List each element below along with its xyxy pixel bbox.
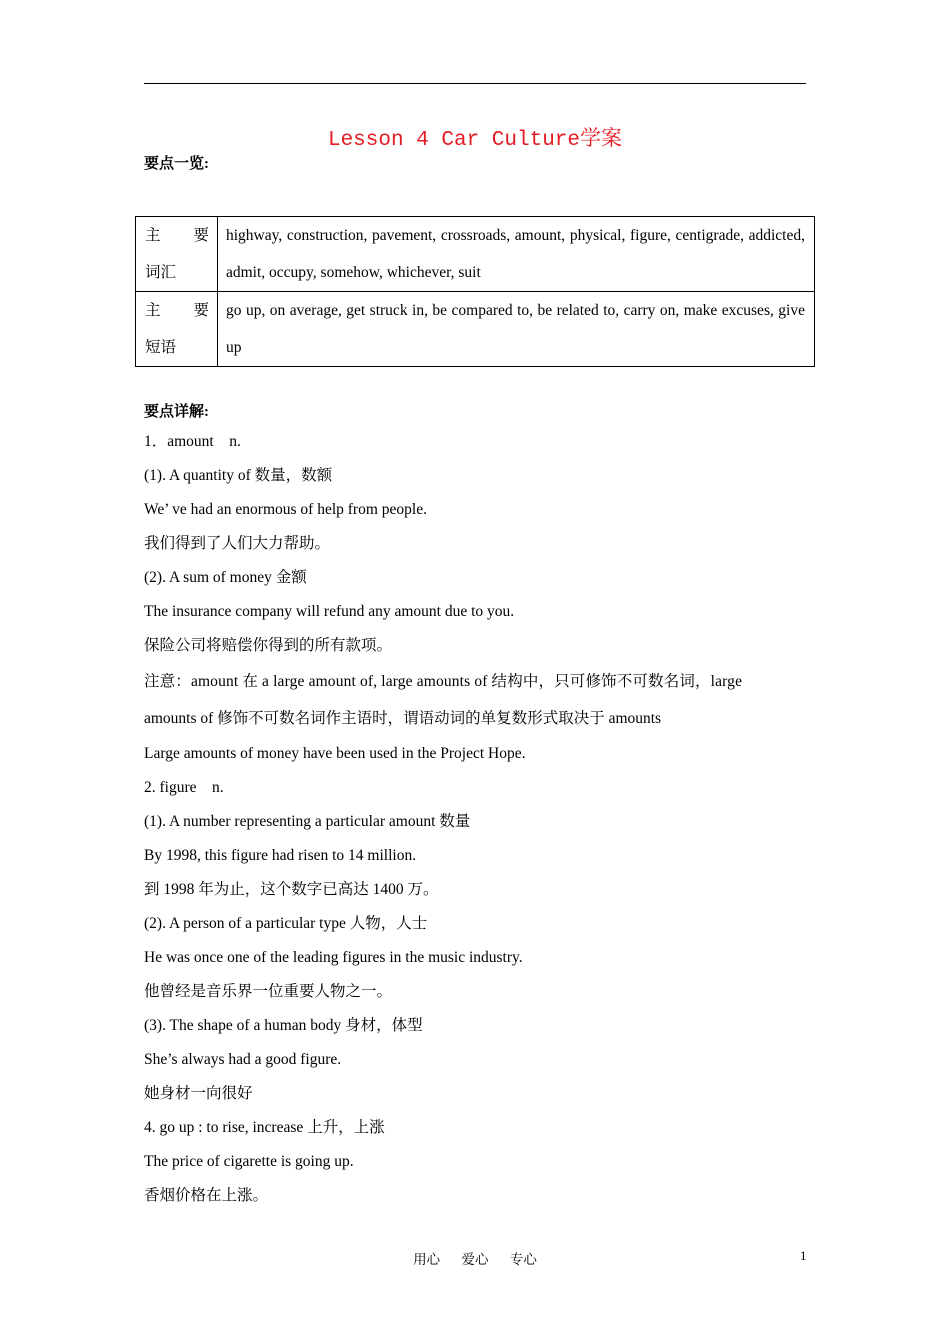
list-item: The price of cigarette is going up. — [144, 1153, 354, 1170]
list-item: 注意：amount 在 a large amount of, large amounts of 结构中，只可修饰不可数名词，large — [144, 673, 743, 690]
list-item: We’ ve had an enormous of help from people. — [144, 501, 427, 518]
list-item: (1). A number representing a particular amount 数量 — [144, 813, 471, 830]
list-item: He was once one of the leading figures in the music industry. — [144, 949, 523, 966]
overview-label: 要点一览: — [144, 156, 209, 172]
list-item: She’s always had a good figure. — [144, 1051, 342, 1068]
page-number: 1 — [800, 1248, 807, 1263]
vocabulary-list: highway, construction, pavement, crossroads, amount, physical, figure, centigrade, addicted, admit, occupy, somehow, whichever, suit — [218, 217, 815, 292]
list-item: 1．amount n. — [144, 433, 241, 450]
list-item: 他曾经是音乐界一位重要人物之一。 — [144, 983, 393, 1000]
header-rule — [144, 83, 806, 84]
key-points-table — [135, 216, 815, 367]
footer-word: 用心 — [413, 1252, 441, 1267]
page-footer — [0, 1248, 950, 1268]
list-item: 我们得到了人们大力帮助。 — [144, 535, 331, 552]
phrase-list: go up, on average, get struck in, be compared to, be related to, carry on, make excuses, give up — [218, 292, 815, 367]
document-title: Lesson 4 Car Culture学案 — [327, 129, 623, 152]
details-label: 要点详解: — [144, 404, 209, 420]
list-item: (2). A sum of money 金额 — [144, 569, 307, 586]
list-item: The insurance company will refund any amount due to you. — [144, 603, 515, 620]
details-content — [144, 425, 806, 1213]
row-header: 主 要 短语 — [136, 292, 218, 367]
list-item: amounts of 修饰不可数名词作主语时，谓语动词的单复数形式取决于 amounts — [144, 710, 662, 727]
list-item: (2). A person of a particular type 人物，人士 — [144, 915, 428, 932]
footer-word: 爱心 — [461, 1252, 489, 1267]
list-item: 4. go up : to rise, increase 上升，上涨 — [144, 1119, 385, 1136]
footer-word: 专心 — [509, 1252, 537, 1267]
table-row — [136, 217, 815, 292]
row-header: 主 要 词汇 — [136, 217, 218, 292]
list-item: Large amounts of money have been used in the Project Hope. — [144, 745, 526, 762]
list-item: 到 1998 年为止，这个数字已高达 1400 万。 — [144, 881, 439, 898]
list-item: 保险公司将赔偿你得到的所有款项。 — [144, 637, 393, 654]
list-item: 她身材一向很好 — [144, 1085, 253, 1102]
list-item: (3). The shape of a human body 身材，体型 — [144, 1017, 423, 1034]
list-item: (1). A quantity of 数量，数额 — [144, 467, 333, 484]
list-item: 2. figure n. — [144, 779, 224, 796]
table-row — [136, 292, 815, 367]
list-item: 香烟价格在上涨。 — [144, 1187, 269, 1204]
list-item: By 1998, this figure had risen to 14 million. — [144, 847, 417, 864]
